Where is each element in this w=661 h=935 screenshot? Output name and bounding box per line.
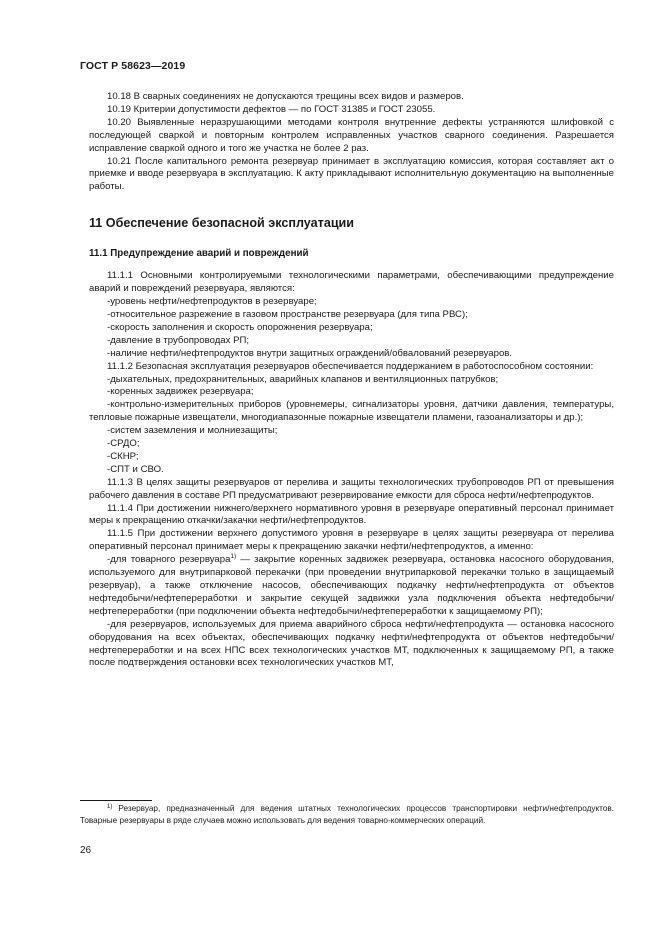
footnote-divider	[80, 800, 152, 801]
subsection-heading: 11.1 Предупреждение аварий и повреждений	[89, 248, 309, 260]
paragraph-11-1-1: 11.1.1 Основными контролируемыми технологическими параметрами, обеспечивающими предупреждение аварий и повреждений резервуара, являются:	[89, 270, 614, 295]
list-item: -наличие нефти/нефтепродуктов внутри защитных ограждений/обвалований резервуаров.	[107, 347, 513, 359]
footnote-mark: 1)	[107, 804, 113, 810]
list-item: -СПТ и СВО.	[107, 463, 164, 475]
list-item: -скорость заполнения и скорость опорожнения резервуара;	[107, 321, 373, 333]
list-item: -давление в трубопроводах РП;	[107, 334, 250, 346]
list-item: -уровень нефти/нефтепродуктов в резервуаре;	[107, 296, 317, 308]
section-heading: 11 Обеспечение безопасной эксплуатации	[89, 216, 355, 231]
list-item: -для резервуаров, используемых для приема аварийного сброса нефти/нефтепродукта — остановка насосного оборудования на всех объектах, обеспечивающих подкачку нефти/нефтепродукта от объектов нефтедобычи/нефтепереработки и на всех НПС всех технологических участков МТ, подключенных к защищаемому РП, а также после подтверждения остановки всех технологических участков МТ,	[89, 618, 614, 669]
footnote-marker: 1)	[230, 553, 237, 561]
page-body	[89, 91, 614, 670]
paragraph-10-19: 10.19 Критерии допустимости дефектов — по ГОСТ 31385 и ГОСТ 23055.	[107, 103, 436, 115]
list-item: -контрольно-измерительных приборов (уровнемеры, сигнализаторы уровня, датчики давления, температуры, тепловые пожарные извещатели, многодиапазонные пожарные извещатели пламени, газоанализаторы и др.);	[89, 399, 614, 424]
list-item: -СРДО;	[107, 438, 140, 450]
paragraph-10-20: 10.20 Выявленные неразрушающими методами контроля внутренние дефекты устраняются шлифовкой с последующей сваркой и повторным контролем исправленных участков сварного соединения. Разрешается исправление сваркой одного и того же участка не более 2 раз.	[89, 116, 614, 154]
list-item: -систем заземления и молниезащиты;	[107, 425, 278, 437]
paragraph-11-1-5: 11.1.5 При достижении верхнего допустимого уровня в резервуаре в целях защиты резервуара от перелива оперативный персонал принимает меры к прекращению закачки нефти/нефтепродуктов, а именно:	[89, 528, 614, 553]
paragraph-11-1-4: 11.1.4 При достижении нижнего/верхнего нормативного уровня в резервуаре оперативный персонал принимает меры к прекращению откачки/закачки нефти/нефтепродуктов.	[89, 502, 614, 527]
paragraph-10-18: 10.18 В сварных соединениях не допускаются трещины всех видов и размеров.	[107, 91, 464, 102]
list-item: -коренных задвижек резервуара;	[107, 386, 254, 398]
footnote: $^{1)}$ Резервуар, предназначенный для ведения штатных технологических процессов транспортировки нефти/нефтепродуктов. Товарные резервуары в ряде случаев можно использовать для ведения товарно-коммерческих операций.	[80, 804, 614, 825]
paragraph-11-1-3: 11.1.3 В целях защиты резервуаров от перелива и защиты технологических трубопроводов РП от превышения рабочего давления в составе РП предусматривают резервирование емкости для сброса нефти/нефтепродуктов.	[89, 476, 614, 501]
paragraph-11-1-2: 11.1.2 Безопасная эксплуатация резервуаров обеспечивается поддержанием в работоспособном состоянии:	[107, 360, 594, 372]
standard-header: ГОСТ Р 58623—2019	[80, 60, 186, 72]
list-item: -относительное разрежение в газовом пространстве резервуара (для типа РВС);	[107, 308, 468, 320]
list-item: -дыхательных, предохранительных, аварийных клапанов и вентиляционных патрубков;	[107, 373, 499, 385]
list-item: -для товарного резервуара$^{1)}$ — закрытие коренных задвижек резервуара, остановка насосного оборудования, используемого для внутрипарковой перекачки (при проведении внутрипарковой перекачки только в защищаемый резервуар), а также отключение насосов, обеспечивающих подкачку нефти/нефтепродукта от объектов нефтедобычи/нефтепереработки и закрытие секущей задвижки узла подключения объекта нефтедобычи/нефтепереработки (при подключении объекта нефтедобычи/нефтепереработки к защищаемому РП);	[89, 553, 614, 617]
paragraph-10-21: 10.21 После капитального ремонта резервуар принимает в эксплуатацию комиссия, которая составляет акт о приемке и вводе резервуара в эксплуатацию. К акту прикладывают исполнительную документацию на выполненные работы.	[89, 155, 614, 193]
list-item: -СКНР;	[107, 450, 139, 462]
page-number: 26	[80, 845, 92, 856]
